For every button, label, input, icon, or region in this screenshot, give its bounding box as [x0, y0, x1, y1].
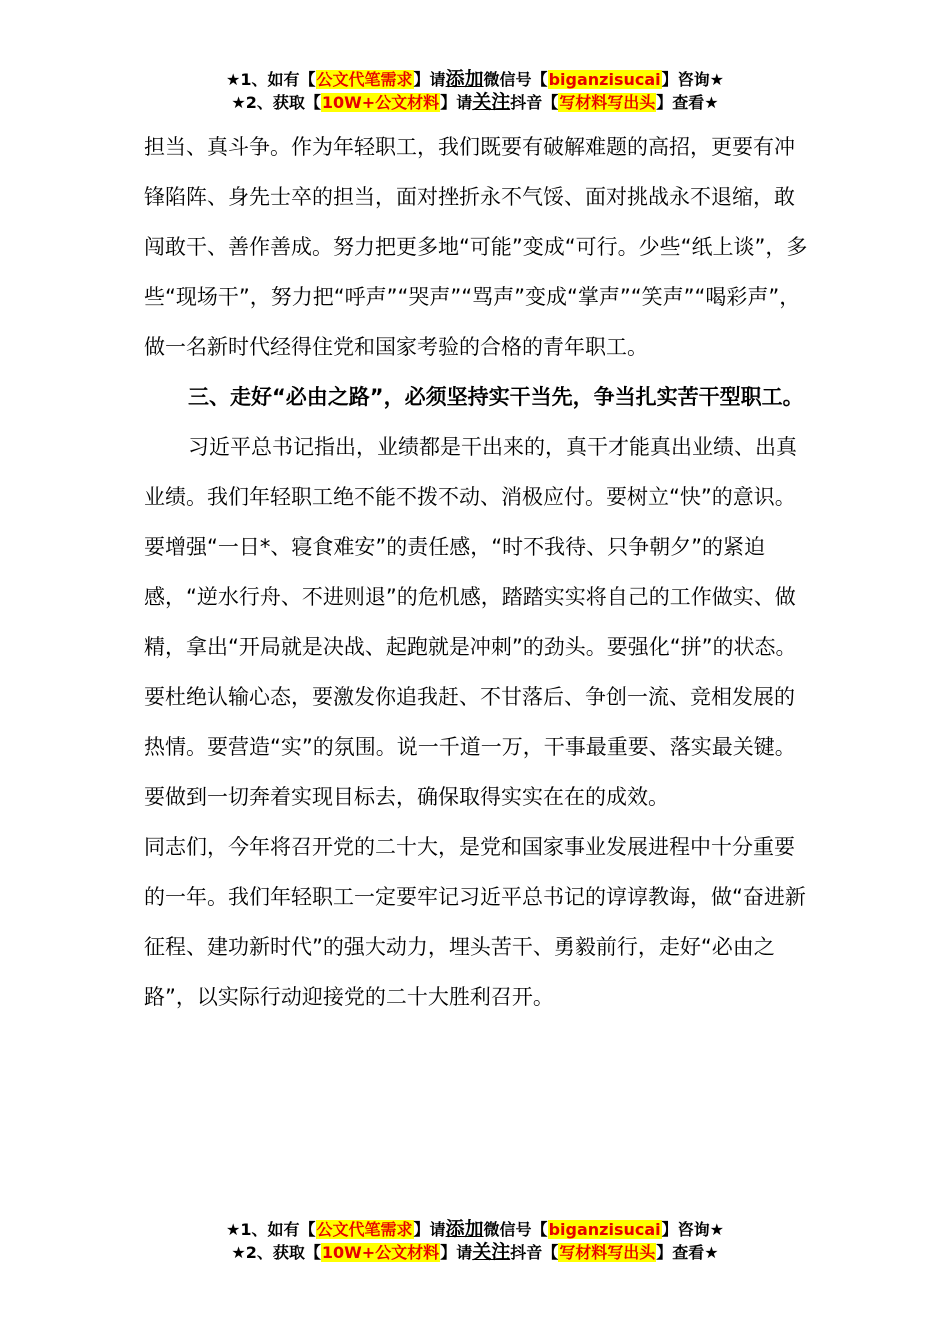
banner-text: 】查看★	[656, 93, 719, 112]
highlight-wechat-id: biganzisucai	[548, 1220, 661, 1239]
banner-line-1	[0, 68, 950, 91]
highlight-service: 公文代笔需求	[316, 70, 413, 89]
banner-text: 2、获取【	[245, 93, 321, 112]
banner-text: 】咨询★	[661, 70, 724, 89]
emphasis-add: 添加	[445, 68, 484, 90]
banner-line-1	[0, 1218, 950, 1241]
banner-text: 1、如有【	[240, 70, 316, 89]
footer-banner	[0, 1218, 950, 1264]
banner-text: 】请	[440, 1243, 473, 1262]
section-heading: 三、走好“必由之路”，必须坚持实干当先，争当扎实苦干型职工。	[188, 385, 804, 409]
banner-text: 微信号【	[483, 1220, 548, 1239]
emphasis-follow: 关注	[472, 1241, 511, 1263]
banner-text: 抖音【	[510, 93, 559, 112]
banner-line-2	[0, 1241, 950, 1264]
banner-text: 】请	[440, 93, 473, 112]
star-icon: ★	[226, 70, 241, 89]
highlight-materials: 10W+公文材料	[321, 1243, 440, 1262]
header-banner	[0, 68, 950, 114]
paragraph-2: 习近平总书记指出，业绩都是干出来的，真干才能真出业绩、出真业绩。我们年轻职工绝不能不拨不动、消极应付。要树立“快”的意识。要增强“一日*、寝食难安”的责任感，“时不我待、只争朝夕”的紧迫感，“逆水行舟、不进则退”的危机感，踏踏实实将自己的工作做实、做精，拿出“开局就是决战、起跑就是冲刺”的劲头。要强化“拼”的状态。要杜绝认输心态，要激发你追我赶、不甘落后、争创一流、竞相发展的热情。要营造“实”的氛围。说一千道一万，干事最重要、落实最关键。要做到一切奔着实现目标去，确保取得实实在在的成效。	[144, 435, 797, 809]
banner-text: 微信号【	[483, 70, 548, 89]
banner-text: 】请	[413, 1220, 446, 1239]
star-icon: ★	[226, 1220, 241, 1239]
highlight-service: 公文代笔需求	[316, 1220, 413, 1239]
highlight-douyin: 写材料写出头	[559, 1243, 656, 1262]
document-body	[144, 122, 814, 1022]
paragraph-1: 担当、真斗争。作为年轻职工，我们既要有破解难题的高招，更要有冲锋陷阵、身先士卒的担当，面对挫折永不气馁、面对挑战永不退缩，敢闯敢干、善作善成。努力把更多地“可能”变成“可行。少些“纸上谈”，多些“现场干”，努力把“呼声”“哭声”“骂声”变成“掌声”“笑声”“喝彩声”，做一名新时代经得住党和国家考验的合格的青年职工。	[144, 135, 808, 359]
banner-text: 】请	[413, 70, 446, 89]
paragraph-3: 同志们，今年将召开党的二十大，是党和国家事业发展进程中十分重要的一年。我们年轻职工一定要牢记习近平总书记的谆谆教诲，做“奋进新征程、建功新时代”的强大动力，埋头苦干、勇毅前行，走好“必由之路”，以实际行动迎接党的二十大胜利召开。	[144, 835, 806, 1009]
star-icon: ★	[231, 1243, 246, 1262]
banner-text: 】咨询★	[661, 1220, 724, 1239]
highlight-materials: 10W+公文材料	[321, 93, 440, 112]
emphasis-add: 添加	[445, 1218, 484, 1240]
banner-text: 1、如有【	[240, 1220, 316, 1239]
banner-line-2	[0, 91, 950, 114]
star-icon: ★	[231, 93, 246, 112]
highlight-wechat-id: biganzisucai	[548, 70, 661, 89]
banner-text: 2、获取【	[245, 1243, 321, 1262]
emphasis-follow: 关注	[472, 91, 511, 113]
banner-text: 抖音【	[510, 1243, 559, 1262]
highlight-douyin: 写材料写出头	[559, 93, 656, 112]
banner-text: 】查看★	[656, 1243, 719, 1262]
